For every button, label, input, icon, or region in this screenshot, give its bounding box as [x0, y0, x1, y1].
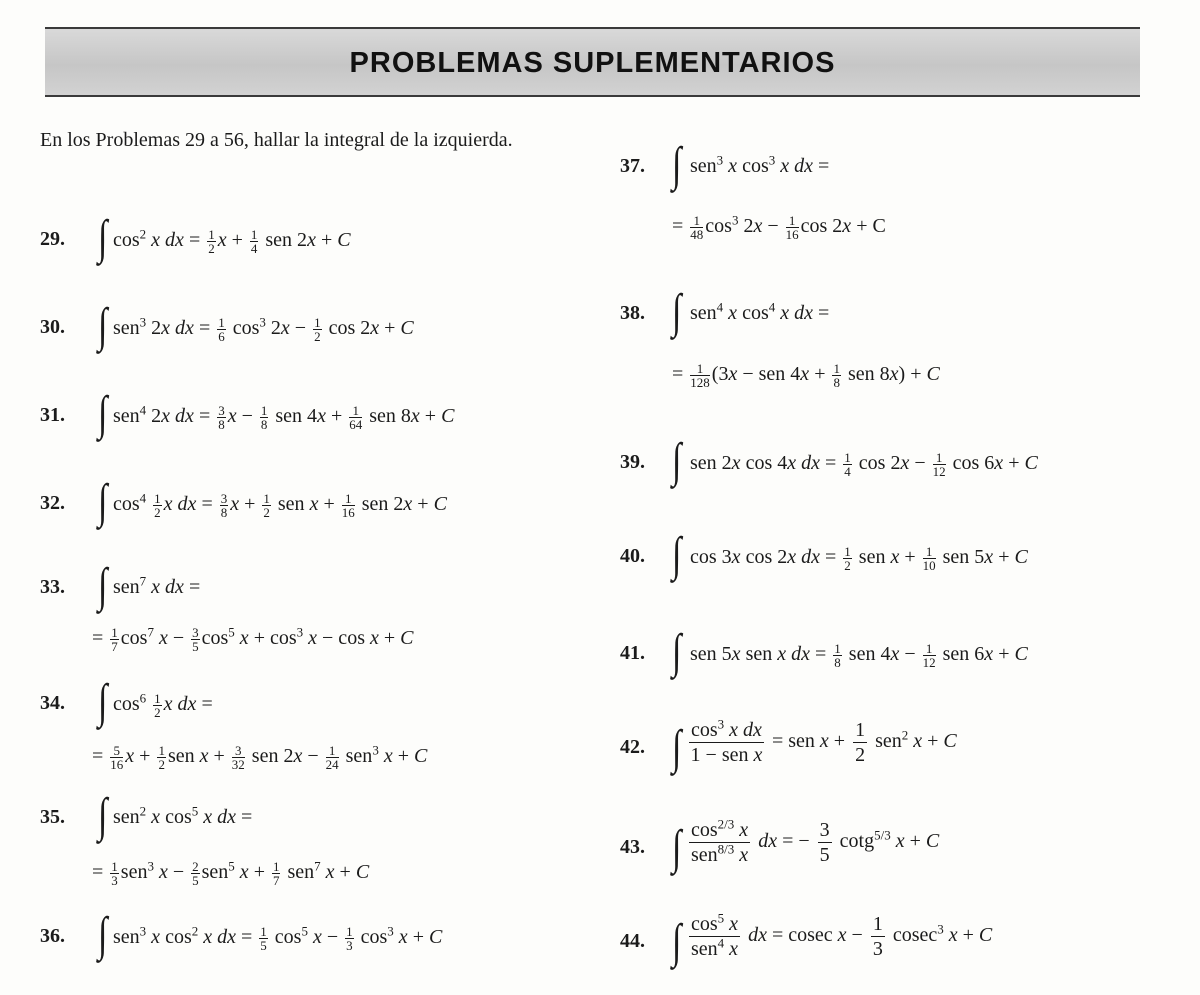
integral-sign: ∫	[672, 821, 682, 874]
problem-equation: sen$^3$ x $\cos^3 x$ dx =	[690, 152, 830, 177]
problem-number: 40.	[620, 545, 645, 567]
problem-equation: sen 5x sen x dx = $\frac{1}{8}$ sen 4x − $\frac{1}{12}$ sen 6x + C	[690, 641, 1028, 670]
problem-equation: sen$^7$ x dx =	[113, 573, 201, 598]
problem-equation: $\cos^3 x$ dx 1 − sen x = sen x + $\frac{1}{2}$ sen$^2$ x + C	[690, 716, 957, 766]
problem-equation: sen$^4$ x $\cos^4 x$ dx =	[690, 299, 830, 324]
integral-sign: ∫	[98, 387, 108, 440]
problem-number: 31.	[40, 404, 65, 426]
integral-sign: ∫	[672, 285, 682, 338]
problem-number: 34.	[40, 692, 65, 714]
problem-equation: sen$^4$ 2x dx = $\frac{3}{8}$ x − $\frac{1}{8}$ sen 4x + $\frac{1}{64}$ sen 8x + C	[113, 402, 455, 432]
problem-equation: $\cos^{2/3} x$ sen$^{8/3}$ x dx = − $\frac{3}{5}$ cotg$^{5/3}$ x + C	[691, 816, 940, 866]
integral-sign: ∫	[672, 434, 682, 487]
integral-sign: ∫	[672, 915, 682, 968]
problem-equation: $\cos^5 x$ sen$^4$ x dx = cosec x − $\frac{1}{3}$ cosec$^3$ x + C	[691, 910, 993, 960]
integral-sign: ∫	[672, 625, 682, 678]
problem-number: 37.	[620, 155, 645, 177]
problem-equation: $\cos^6$ $\frac{1}{2}$ x dx =	[113, 690, 213, 720]
problem-equation: sen 2x cos 4x dx = $\frac{1}{4}$ cos 2x − $\frac{1}{12}$ cos 6x + C	[690, 450, 1038, 479]
integral-sign: ∫	[98, 908, 108, 961]
problem-number: 32.	[40, 492, 65, 514]
section-title: PROBLEMAS SUPLEMENTARIOS	[349, 47, 836, 79]
integral-sign: ∫	[98, 559, 108, 612]
problem-number: 44.	[620, 930, 645, 952]
problem-equation: sen$^3$ x $\cos^2 x$ dx = $\frac{1}{5}$ $\cos^5 x$ − $\frac{1}{3}$ $\cos^3 x + C$	[113, 923, 443, 953]
problem-38-result: = $\frac{1}{128}$ (3x − sen 4x + $\frac{1}{8}$ sen 8x) + C	[672, 361, 940, 390]
problem-number: 42.	[620, 736, 645, 758]
integral-sign: ∫	[98, 675, 108, 728]
problem-equation: sen$^3$ 2x dx = $\frac{1}{6}$ $\cos^3 2x$ − $\frac{1}{2}$ cos 2x + C	[113, 314, 414, 344]
problem-equation: cos 3x cos 2x dx = $\frac{1}{2}$ sen x + $\frac{1}{10}$ sen 5x + C	[690, 544, 1028, 573]
problem-number: 36.	[40, 925, 65, 947]
problem-number: 30.	[40, 316, 65, 338]
problem-number: 33.	[40, 576, 65, 598]
problem-35-result: = $\frac{1}{3}$ sen$^3$ x − $\frac{2}{5}$ sen$^5$ x + $\frac{1}{7}$ sen$^7$ x + C	[92, 858, 370, 888]
problem-equation: sen$^2$ x $\cos^5 x$ dx =	[113, 803, 253, 828]
problem-37-result: = $\frac{1}{48}$ $\cos^3 2x$ − $\frac{1}{16}$ cos 2x + C	[672, 212, 886, 242]
section-banner	[45, 27, 1140, 97]
problem-number: 41.	[620, 642, 645, 664]
problem-33-result: = $\frac{1}{7}$ $\cos^7 x$ − $\frac{3}{5}$ $\cos^5 x + \cos^3 x - \cos x + C$	[92, 624, 414, 654]
problem-number: 39.	[620, 451, 645, 473]
problem-equation: $\cos^4$ $\frac{1}{2}$ x dx = $\frac{3}{8}$ x + $\frac{1}{2}$ sen x + $\frac{1}{16}$ sen 2x + C	[113, 490, 447, 520]
integral-sign: ∫	[98, 475, 108, 528]
problem-number: 35.	[40, 806, 65, 828]
integral-sign: ∫	[672, 721, 682, 774]
integral-sign: ∫	[98, 789, 108, 842]
problem-number: 29.	[40, 228, 65, 250]
integral-sign: ∫	[672, 528, 682, 581]
integral-sign: ∫	[98, 211, 108, 264]
problem-number: 38.	[620, 302, 645, 324]
problem-number: 43.	[620, 836, 645, 858]
integral-sign: ∫	[98, 299, 108, 352]
problem-equation: $\cos^2 x$ dx = $\frac{1}{2}$ x + $\frac{1}{4}$ sen 2x + C	[113, 226, 351, 256]
intro-text: En los Problemas 29 a 56, hallar la integral de la izquierda.	[40, 129, 513, 151]
problem-34-result: = $\frac{5}{16}$ x + $\frac{1}{2}$ sen x + $\frac{3}{32}$ sen 2x − $\frac{1}{24}$ sen$^3$ x + C	[92, 742, 428, 772]
integral-sign: ∫	[672, 138, 682, 191]
